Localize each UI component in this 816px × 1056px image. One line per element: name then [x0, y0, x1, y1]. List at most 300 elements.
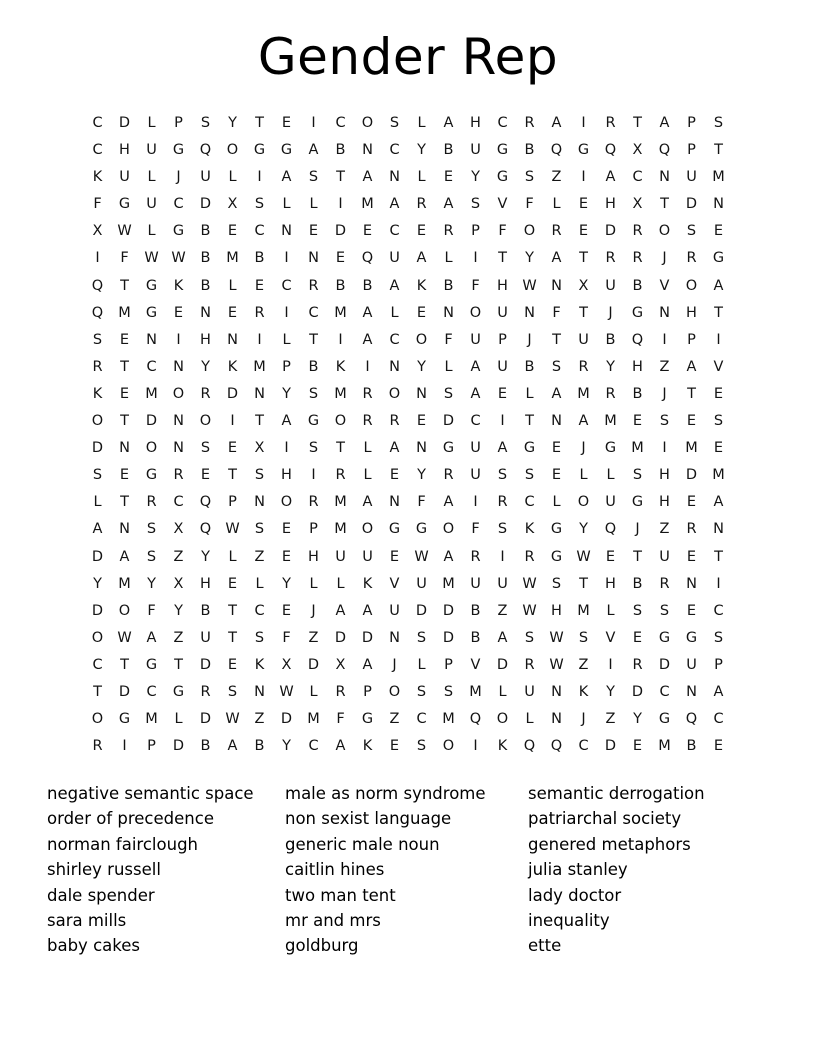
grid-cell[interactable]: D	[604, 738, 617, 755]
grid-cell[interactable]: L	[552, 494, 561, 511]
grid-cell[interactable]: R	[605, 385, 616, 402]
grid-cell[interactable]: N	[227, 331, 238, 348]
grid-cell[interactable]: G	[658, 629, 671, 646]
grid-cell[interactable]: A	[362, 656, 373, 673]
grid-cell[interactable]: A	[497, 629, 508, 646]
grid-cell[interactable]: U	[659, 548, 670, 565]
word-list-item[interactable]: ette	[528, 936, 562, 956]
grid-cell[interactable]: T	[633, 548, 642, 565]
grid-cell[interactable]: S	[416, 683, 427, 700]
grid-cell[interactable]: A	[362, 494, 373, 511]
word-list-item[interactable]: caitlin hines	[285, 860, 385, 880]
grid-cell[interactable]: L	[417, 115, 426, 131]
grid-cell[interactable]: D	[91, 602, 104, 619]
grid-cell[interactable]: G	[388, 521, 401, 538]
grid-cell[interactable]: H	[497, 277, 508, 294]
grid-cell[interactable]: A	[416, 250, 427, 267]
word-list-item[interactable]: non sexist language	[285, 809, 452, 829]
grid-cell[interactable]: M	[226, 250, 239, 267]
word-list-item[interactable]: patriarchal society	[528, 809, 682, 829]
grid-cell[interactable]: M	[118, 575, 131, 592]
grid-cell[interactable]: N	[200, 304, 211, 321]
grid-cell[interactable]: R	[551, 223, 562, 240]
grid-cell[interactable]: I	[473, 738, 478, 755]
grid-cell[interactable]: U	[146, 196, 157, 213]
grid-cell[interactable]: P	[687, 115, 696, 131]
grid-cell[interactable]: E	[254, 277, 265, 294]
grid-cell[interactable]: I	[500, 548, 505, 565]
grid-cell[interactable]: R	[443, 223, 454, 240]
grid-cell[interactable]: N	[119, 440, 130, 457]
grid-cell[interactable]: N	[686, 683, 697, 700]
grid-cell[interactable]: Y	[228, 115, 237, 131]
grid-cell[interactable]: T	[714, 142, 723, 159]
grid-cell[interactable]: K	[578, 683, 589, 700]
grid-cell[interactable]: N	[416, 440, 427, 457]
grid-cell[interactable]: B	[632, 385, 643, 402]
grid-cell[interactable]: A	[605, 169, 616, 186]
grid-cell[interactable]: C	[281, 277, 292, 294]
grid-cell[interactable]: V	[713, 358, 724, 375]
grid-cell[interactable]: I	[95, 250, 100, 267]
grid-cell[interactable]: Z	[551, 169, 562, 186]
grid-cell[interactable]: R	[92, 358, 103, 375]
grid-cell[interactable]: L	[147, 223, 156, 240]
grid-cell[interactable]: P	[147, 738, 156, 755]
grid-cell[interactable]: L	[309, 683, 318, 700]
grid-cell[interactable]: N	[254, 494, 265, 511]
grid-cell[interactable]: N	[686, 575, 697, 592]
grid-cell[interactable]: A	[281, 413, 292, 430]
grid-cell[interactable]: S	[524, 467, 535, 484]
grid-cell[interactable]: N	[389, 494, 400, 511]
grid-cell[interactable]: L	[525, 385, 534, 402]
grid-cell[interactable]: X	[227, 196, 238, 213]
grid-cell[interactable]: P	[282, 358, 291, 375]
grid-cell[interactable]: A	[335, 602, 346, 619]
grid-cell[interactable]: S	[254, 521, 265, 538]
grid-cell[interactable]: I	[230, 413, 235, 430]
grid-cell[interactable]: T	[633, 115, 642, 131]
grid-cell[interactable]: D	[442, 413, 455, 430]
grid-cell[interactable]: M	[307, 711, 320, 728]
grid-cell[interactable]: C	[254, 602, 265, 619]
grid-cell[interactable]: Q	[91, 277, 104, 294]
grid-cell[interactable]: L	[309, 575, 318, 592]
grid-cell[interactable]: J	[581, 711, 586, 728]
grid-cell[interactable]: R	[470, 548, 481, 565]
grid-cell[interactable]: H	[686, 304, 697, 321]
grid-cell[interactable]: S	[443, 385, 454, 402]
grid-cell[interactable]: L	[525, 711, 534, 728]
grid-cell[interactable]: E	[173, 304, 184, 321]
grid-cell[interactable]: M	[145, 711, 158, 728]
grid-cell[interactable]: E	[551, 467, 562, 484]
grid-cell[interactable]: O	[280, 494, 293, 511]
grid-cell[interactable]: F	[282, 629, 291, 646]
grid-cell[interactable]: Y	[282, 385, 291, 402]
grid-cell[interactable]: Z	[605, 711, 616, 728]
grid-cell[interactable]: M	[253, 358, 266, 375]
grid-cell[interactable]: S	[146, 548, 157, 565]
grid-cell[interactable]: M	[469, 683, 482, 700]
grid-cell[interactable]: D	[118, 683, 131, 700]
grid-cell[interactable]: L	[552, 196, 561, 213]
grid-cell[interactable]: E	[686, 548, 697, 565]
grid-cell[interactable]: B	[443, 277, 454, 294]
grid-cell[interactable]: G	[172, 683, 185, 700]
grid-cell[interactable]: B	[254, 738, 265, 755]
grid-cell[interactable]: R	[497, 494, 508, 511]
grid-cell[interactable]: U	[362, 548, 373, 565]
grid-cell[interactable]: R	[686, 250, 697, 267]
grid-cell[interactable]: E	[389, 738, 400, 755]
word-list-item[interactable]: julia stanley	[528, 860, 628, 880]
grid-cell[interactable]: C	[254, 223, 265, 240]
grid-cell[interactable]: O	[388, 683, 401, 700]
grid-cell[interactable]: B	[605, 331, 616, 348]
grid-cell[interactable]: S	[227, 683, 238, 700]
grid-cell[interactable]: I	[473, 250, 478, 267]
grid-cell[interactable]: O	[172, 385, 185, 402]
grid-cell[interactable]: E	[713, 440, 724, 457]
grid-cell[interactable]: P	[228, 494, 237, 511]
grid-cell[interactable]: A	[146, 629, 157, 646]
grid-cell[interactable]: S	[416, 738, 427, 755]
grid-cell[interactable]: I	[311, 467, 316, 484]
grid-cell[interactable]: G	[604, 440, 617, 457]
grid-cell[interactable]: G	[442, 440, 455, 457]
grid-cell[interactable]: W	[522, 575, 537, 592]
grid-cell[interactable]: Y	[525, 250, 534, 267]
grid-cell[interactable]: N	[146, 331, 157, 348]
grid-cell[interactable]: N	[254, 683, 265, 700]
grid-cell[interactable]: H	[605, 575, 616, 592]
grid-cell[interactable]: T	[525, 413, 534, 430]
grid-cell[interactable]: U	[389, 602, 400, 619]
grid-cell[interactable]: E	[632, 738, 643, 755]
grid-cell[interactable]: M	[712, 169, 725, 186]
grid-cell[interactable]: R	[632, 250, 643, 267]
grid-cell[interactable]: B	[362, 277, 373, 294]
grid-cell[interactable]: W	[576, 548, 591, 565]
grid-cell[interactable]: G	[577, 142, 590, 159]
grid-cell[interactable]: W	[225, 521, 240, 538]
grid-cell[interactable]: N	[551, 711, 562, 728]
grid-cell[interactable]: S	[146, 521, 157, 538]
grid-cell[interactable]: Y	[201, 358, 210, 375]
grid-cell[interactable]: C	[146, 683, 157, 700]
grid-cell[interactable]: B	[335, 142, 346, 159]
grid-cell[interactable]: D	[199, 656, 212, 673]
grid-cell[interactable]: N	[443, 304, 454, 321]
grid-cell[interactable]: Y	[417, 358, 426, 375]
grid-cell[interactable]: S	[200, 115, 211, 131]
grid-cell[interactable]: R	[200, 683, 211, 700]
grid-cell[interactable]: B	[443, 142, 454, 159]
grid-cell[interactable]: U	[200, 629, 211, 646]
grid-cell[interactable]: F	[336, 711, 345, 728]
grid-cell[interactable]: E	[281, 602, 292, 619]
grid-cell[interactable]: A	[470, 358, 481, 375]
grid-cell[interactable]: Q	[685, 711, 698, 728]
grid-cell[interactable]: L	[147, 169, 156, 186]
grid-cell[interactable]: G	[712, 250, 725, 267]
grid-cell[interactable]: I	[284, 250, 289, 267]
grid-cell[interactable]: X	[254, 440, 265, 457]
grid-cell[interactable]: M	[685, 440, 698, 457]
word-list-item[interactable]: sara mills	[47, 911, 127, 931]
grid-cell[interactable]: U	[200, 169, 211, 186]
grid-cell[interactable]: C	[389, 142, 400, 159]
grid-cell[interactable]: S	[470, 196, 481, 213]
grid-cell[interactable]: R	[605, 250, 616, 267]
grid-cell[interactable]: E	[416, 413, 427, 430]
grid-cell[interactable]: E	[227, 440, 238, 457]
grid-cell[interactable]: A	[281, 169, 292, 186]
grid-cell[interactable]: G	[550, 548, 563, 565]
grid-cell[interactable]: A	[389, 440, 400, 457]
grid-cell[interactable]: M	[577, 385, 590, 402]
grid-cell[interactable]: L	[282, 196, 291, 213]
grid-cell[interactable]: B	[200, 223, 211, 240]
grid-cell[interactable]: X	[281, 656, 292, 673]
grid-cell[interactable]: J	[635, 521, 640, 538]
grid-cell[interactable]: S	[497, 521, 508, 538]
grid-cell[interactable]: T	[120, 358, 129, 375]
grid-cell[interactable]: I	[122, 738, 127, 755]
grid-cell[interactable]: O	[199, 413, 212, 430]
grid-cell[interactable]: E	[551, 440, 562, 457]
grid-cell[interactable]: R	[173, 467, 184, 484]
grid-cell[interactable]: G	[307, 413, 320, 430]
grid-cell[interactable]: S	[578, 629, 589, 646]
grid-cell[interactable]: F	[471, 277, 480, 294]
word-list-item[interactable]: two man tent	[285, 885, 396, 905]
grid-cell[interactable]: U	[497, 358, 508, 375]
grid-cell[interactable]: S	[254, 467, 265, 484]
grid-cell[interactable]: O	[145, 440, 158, 457]
grid-cell[interactable]: J	[311, 602, 316, 619]
grid-cell[interactable]: D	[91, 548, 104, 565]
grid-cell[interactable]: L	[363, 467, 372, 484]
grid-cell[interactable]: U	[470, 575, 481, 592]
grid-cell[interactable]: E	[281, 115, 292, 131]
grid-cell[interactable]: L	[309, 196, 318, 213]
grid-cell[interactable]: B	[200, 738, 211, 755]
grid-cell[interactable]: D	[442, 629, 455, 646]
grid-cell[interactable]: D	[496, 656, 509, 673]
grid-cell[interactable]: N	[524, 304, 535, 321]
grid-cell[interactable]: E	[632, 413, 643, 430]
word-list-item[interactable]: negative semantic space	[47, 784, 254, 803]
grid-cell[interactable]: B	[632, 575, 643, 592]
grid-cell[interactable]: T	[552, 331, 561, 348]
grid-cell[interactable]: H	[605, 196, 616, 213]
grid-cell[interactable]: G	[145, 656, 158, 673]
grid-cell[interactable]: O	[658, 223, 671, 240]
grid-cell[interactable]: C	[389, 331, 400, 348]
grid-cell[interactable]: O	[685, 277, 698, 294]
grid-cell[interactable]: U	[686, 169, 697, 186]
grid-cell[interactable]: U	[497, 575, 508, 592]
grid-cell[interactable]: C	[92, 142, 103, 159]
grid-cell[interactable]: R	[524, 656, 535, 673]
grid-cell[interactable]: M	[334, 304, 347, 321]
grid-cell[interactable]: I	[311, 115, 316, 131]
grid-cell[interactable]: K	[362, 738, 373, 755]
word-list-item[interactable]: male as norm syndrome	[285, 784, 486, 803]
grid-cell[interactable]: Q	[550, 142, 563, 159]
grid-cell[interactable]: Y	[282, 738, 291, 755]
grid-cell[interactable]: E	[416, 223, 427, 240]
grid-cell[interactable]: V	[605, 629, 616, 646]
grid-cell[interactable]: O	[577, 494, 590, 511]
grid-cell[interactable]: O	[469, 304, 482, 321]
grid-cell[interactable]: Y	[282, 575, 291, 592]
grid-cell[interactable]: D	[199, 711, 212, 728]
grid-cell[interactable]: W	[225, 711, 240, 728]
grid-cell[interactable]: R	[524, 115, 535, 131]
grid-cell[interactable]: O	[91, 629, 104, 646]
grid-cell[interactable]: O	[361, 521, 374, 538]
grid-cell[interactable]: U	[470, 440, 481, 457]
grid-cell[interactable]: Z	[389, 711, 400, 728]
grid-cell[interactable]: T	[714, 548, 723, 565]
grid-cell[interactable]: Y	[417, 467, 426, 484]
grid-cell[interactable]: L	[228, 169, 237, 186]
grid-cell[interactable]: L	[228, 548, 237, 565]
grid-cell[interactable]: M	[712, 467, 725, 484]
grid-cell[interactable]: H	[119, 142, 130, 159]
grid-cell[interactable]: C	[308, 304, 319, 321]
grid-cell[interactable]: T	[579, 250, 588, 267]
grid-cell[interactable]: C	[416, 711, 427, 728]
grid-cell[interactable]: G	[523, 440, 536, 457]
grid-cell[interactable]: K	[416, 277, 427, 294]
grid-cell[interactable]: D	[334, 629, 347, 646]
grid-cell[interactable]: D	[280, 711, 293, 728]
grid-cell[interactable]: S	[308, 169, 319, 186]
grid-cell[interactable]: C	[146, 358, 157, 375]
grid-cell[interactable]: U	[605, 277, 616, 294]
grid-cell[interactable]: O	[91, 711, 104, 728]
grid-cell[interactable]: L	[93, 494, 102, 511]
grid-cell[interactable]: W	[171, 250, 186, 267]
grid-cell[interactable]: R	[605, 115, 616, 131]
grid-cell[interactable]: E	[281, 521, 292, 538]
grid-cell[interactable]: T	[579, 575, 588, 592]
grid-cell[interactable]: F	[471, 521, 480, 538]
grid-cell[interactable]: S	[92, 331, 103, 348]
grid-cell[interactable]: U	[146, 142, 157, 159]
grid-cell[interactable]: K	[335, 358, 346, 375]
grid-cell[interactable]: X	[335, 656, 346, 673]
grid-cell[interactable]: R	[389, 413, 400, 430]
grid-cell[interactable]: A	[659, 115, 670, 131]
grid-cell[interactable]: C	[659, 683, 670, 700]
grid-cell[interactable]: I	[581, 169, 586, 186]
grid-cell[interactable]: G	[658, 711, 671, 728]
grid-cell[interactable]: N	[713, 521, 724, 538]
grid-cell[interactable]: S	[200, 440, 211, 457]
grid-cell[interactable]: L	[606, 467, 615, 484]
grid-cell[interactable]: Y	[201, 548, 210, 565]
grid-cell[interactable]: U	[470, 142, 481, 159]
grid-cell[interactable]: S	[416, 629, 427, 646]
grid-cell[interactable]: Q	[523, 738, 536, 755]
grid-cell[interactable]: H	[281, 467, 292, 484]
grid-cell[interactable]: S	[551, 358, 562, 375]
grid-cell[interactable]: I	[662, 331, 667, 348]
grid-cell[interactable]: O	[361, 115, 374, 131]
grid-cell[interactable]: K	[92, 385, 103, 402]
grid-cell[interactable]: N	[173, 440, 184, 457]
grid-cell[interactable]: G	[685, 629, 698, 646]
grid-cell[interactable]: J	[176, 169, 181, 186]
grid-cell[interactable]: P	[444, 656, 453, 673]
grid-cell[interactable]: B	[524, 142, 535, 159]
grid-cell[interactable]: L	[174, 711, 183, 728]
grid-cell[interactable]: K	[227, 358, 238, 375]
grid-cell[interactable]: P	[363, 683, 372, 700]
grid-cell[interactable]: H	[200, 331, 211, 348]
grid-cell[interactable]: Y	[174, 602, 183, 619]
grid-cell[interactable]: R	[659, 575, 670, 592]
grid-cell[interactable]: Q	[550, 738, 563, 755]
grid-cell[interactable]: B	[686, 738, 697, 755]
grid-cell[interactable]: S	[524, 629, 535, 646]
grid-cell[interactable]: P	[687, 331, 696, 348]
grid-cell[interactable]: G	[496, 169, 509, 186]
grid-cell[interactable]: C	[389, 223, 400, 240]
grid-cell[interactable]: C	[713, 711, 724, 728]
grid-cell[interactable]: U	[605, 494, 616, 511]
grid-cell[interactable]: X	[173, 521, 184, 538]
grid-cell[interactable]: N	[173, 358, 184, 375]
grid-cell[interactable]: T	[309, 331, 318, 348]
grid-cell[interactable]: T	[120, 494, 129, 511]
grid-cell[interactable]: S	[632, 467, 643, 484]
grid-cell[interactable]: N	[362, 142, 373, 159]
grid-cell[interactable]: W	[144, 250, 159, 267]
grid-cell[interactable]: Z	[659, 358, 670, 375]
grid-cell[interactable]: A	[713, 683, 724, 700]
grid-cell[interactable]: A	[551, 385, 562, 402]
grid-cell[interactable]: E	[227, 223, 238, 240]
grid-cell[interactable]: Y	[93, 575, 102, 592]
grid-cell[interactable]: D	[118, 115, 131, 131]
grid-cell[interactable]: L	[147, 115, 156, 131]
grid-cell[interactable]: K	[254, 656, 265, 673]
grid-cell[interactable]: O	[226, 142, 239, 159]
word-list-item[interactable]: baby cakes	[47, 936, 140, 956]
grid-cell[interactable]: B	[524, 358, 535, 375]
grid-cell[interactable]: K	[173, 277, 184, 294]
grid-cell[interactable]: C	[92, 115, 103, 131]
grid-cell[interactable]: T	[120, 277, 129, 294]
grid-cell[interactable]: S	[254, 629, 265, 646]
grid-cell[interactable]: C	[470, 413, 481, 430]
grid-cell[interactable]: T	[336, 169, 345, 186]
grid-cell[interactable]: W	[522, 277, 537, 294]
grid-cell[interactable]: G	[145, 277, 158, 294]
grid-cell[interactable]: G	[496, 142, 509, 159]
grid-cell[interactable]: Y	[633, 711, 642, 728]
grid-cell[interactable]: C	[308, 738, 319, 755]
grid-cell[interactable]: G	[172, 142, 185, 159]
grid-cell[interactable]: D	[361, 629, 374, 646]
